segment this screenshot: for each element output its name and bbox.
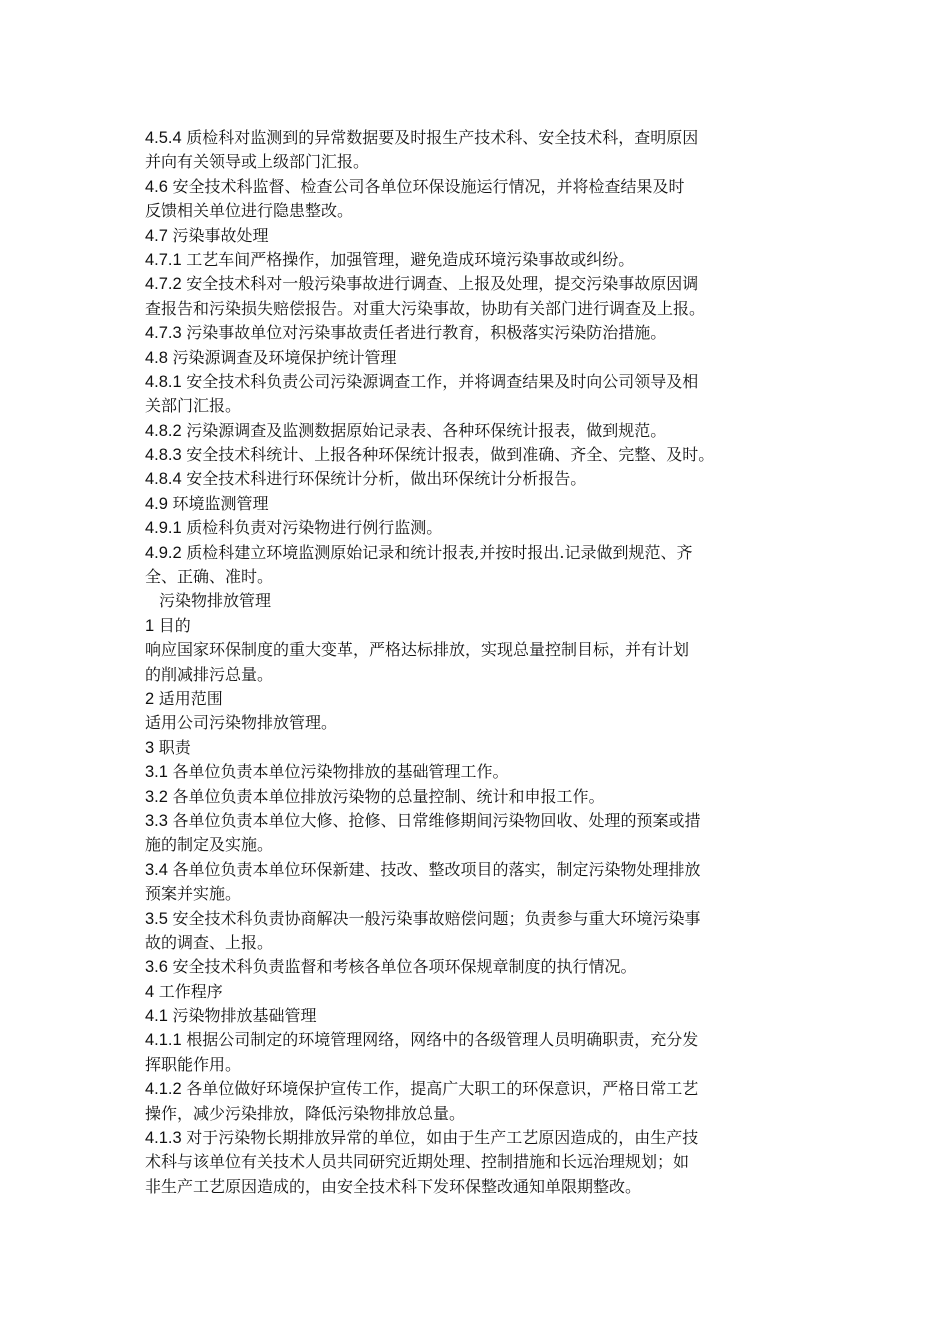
line-text: 污染事故处理 bbox=[172, 225, 269, 245]
line-text: 目的 bbox=[158, 615, 191, 635]
section-number: 3.6 bbox=[145, 958, 173, 977]
text-line bbox=[145, 907, 825, 931]
line-text: 适用范围 bbox=[158, 688, 223, 708]
text-line bbox=[145, 809, 825, 833]
line-text: 各单位做好环境保护宣传工作，提高广大职工的环保意识，严格日常工艺 bbox=[186, 1079, 699, 1099]
line-text: 术科与该单位有关技术人员共同研究近期处理、控制措施和长远治理规划；如 bbox=[145, 1152, 690, 1172]
line-text: 故的调查、上报。 bbox=[145, 932, 274, 952]
line-text: 各单位负责本单位大修、抢修、日常维修期间污染物回收、处理的预案或措 bbox=[172, 810, 701, 830]
section-number: 4.7.3 bbox=[145, 324, 187, 343]
section-number: 1 bbox=[145, 616, 159, 635]
section-number: 4.8.2 bbox=[145, 421, 187, 440]
text-line bbox=[145, 1175, 825, 1199]
text-line bbox=[145, 858, 825, 882]
text-line bbox=[145, 589, 825, 613]
section-number: 3 bbox=[145, 738, 159, 757]
text-line bbox=[145, 272, 825, 296]
line-text: 质检科负责对污染物进行例行监测。 bbox=[186, 518, 443, 538]
section-number: 2 bbox=[145, 689, 159, 708]
text-line bbox=[145, 394, 825, 418]
line-text: 反馈相关单位进行隐患整改。 bbox=[145, 201, 354, 221]
line-text: 全、正确、准时。 bbox=[145, 567, 274, 587]
line-text: 安全技术科负责协商解决一般污染事故赔偿问题；负责参与重大环境污染事 bbox=[172, 908, 701, 928]
line-text: 工艺车间严格操作，加强管理，避免造成环境污染事故或纠纷。 bbox=[186, 249, 635, 269]
section-number: 4 bbox=[145, 982, 159, 1001]
line-text: 施的制定及实施。 bbox=[145, 835, 274, 855]
text-line bbox=[145, 516, 825, 540]
section-number: 3.2 bbox=[145, 787, 173, 806]
section-number: 4.7.2 bbox=[145, 275, 187, 294]
line-text: 污染物排放管理 bbox=[159, 591, 272, 611]
line-text: 职责 bbox=[158, 737, 191, 757]
text-line bbox=[145, 687, 825, 711]
line-text: 各单位负责本单位污染物排放的基础管理工作。 bbox=[172, 762, 509, 782]
text-line bbox=[145, 565, 825, 589]
section-number: 4.9.1 bbox=[145, 519, 187, 538]
text-line bbox=[145, 126, 825, 150]
line-text: 质检科建立环境监测原始记录和统计报表,并按时报出.记录做到规范、齐 bbox=[186, 542, 693, 562]
section-number: 4.1.2 bbox=[145, 1080, 187, 1099]
text-line bbox=[145, 467, 825, 491]
text-line bbox=[145, 882, 825, 906]
text-line bbox=[145, 1102, 825, 1126]
section-number: 4.9.2 bbox=[145, 543, 187, 562]
text-line bbox=[145, 248, 825, 272]
line-text: 安全技术科监督、检查公司各单位环保设施运行情况，并将检查结果及时 bbox=[172, 176, 685, 196]
section-number: 4.7.1 bbox=[145, 250, 187, 269]
text-line bbox=[145, 321, 825, 345]
text-line bbox=[145, 297, 825, 321]
text-line bbox=[145, 711, 825, 735]
text-line bbox=[145, 1004, 825, 1028]
text-line bbox=[145, 1150, 825, 1174]
text-line bbox=[145, 760, 825, 784]
line-text: 安全技术科对一般污染事故进行调查、上报及处理，提交污染事故原因调 bbox=[186, 274, 699, 294]
text-line bbox=[145, 833, 825, 857]
section-number: 4.8.3 bbox=[145, 446, 187, 465]
line-text: 污染事故单位对污染事故责任者进行教育，积极落实污染防治措施。 bbox=[186, 323, 667, 343]
line-text: 环境监测管理 bbox=[172, 493, 269, 513]
section-number: 4.8 bbox=[145, 348, 173, 367]
section-number: 3.1 bbox=[145, 763, 173, 782]
line-text: 各单位负责本单位环保新建、技改、整改项目的落实，制定污染物处理排放 bbox=[172, 859, 701, 879]
text-line bbox=[145, 931, 825, 955]
document-body bbox=[145, 126, 825, 1199]
line-text: 安全技术科统计、上报各种环保统计报表，做到准确、齐全、完整、及时。 bbox=[186, 445, 715, 465]
text-line bbox=[145, 980, 825, 1004]
section-number: 4.6 bbox=[145, 177, 173, 196]
text-line bbox=[145, 736, 825, 760]
line-text: 污染源调查及环境保护统计管理 bbox=[172, 347, 397, 367]
line-text: 并向有关领导或上级部门汇报。 bbox=[145, 152, 370, 172]
line-text: 安全技术科进行环保统计分析，做出环保统计分析报告。 bbox=[186, 469, 587, 489]
line-text: 预案并实施。 bbox=[145, 884, 242, 904]
text-line bbox=[145, 370, 825, 394]
section-number: 4.9 bbox=[145, 494, 173, 513]
line-text: 的削减排污总量。 bbox=[145, 664, 274, 684]
line-text: 非生产工艺原因造成的，由安全技术科下发环保整改通知单限期整改。 bbox=[145, 1176, 642, 1196]
section-number: 3.5 bbox=[145, 909, 173, 928]
line-text: 响应国家环保制度的重大变革，严格达标排放，实现总量控制目标，并有计划 bbox=[145, 640, 690, 660]
line-text: 关部门汇报。 bbox=[145, 396, 242, 416]
section-number: 4.7 bbox=[145, 226, 173, 245]
section-number: 3.3 bbox=[145, 811, 173, 830]
text-line bbox=[145, 614, 825, 638]
line-text: 操作，减少污染排放，降低污染物排放总量。 bbox=[145, 1103, 466, 1123]
line-text: 适用公司污染物排放管理。 bbox=[145, 713, 338, 733]
section-number: 4.5.4 bbox=[145, 129, 187, 147]
line-text: 安全技术科负责公司污染源调查工作，并将调查结果及时向公司领导及相 bbox=[186, 371, 699, 391]
text-line bbox=[145, 1077, 825, 1101]
line-text: 挥职能作用。 bbox=[145, 1054, 242, 1074]
section-number: 4.1.1 bbox=[145, 1031, 187, 1050]
line-text: 各单位负责本单位排放污染物的总量控制、统计和申报工作。 bbox=[172, 786, 605, 806]
text-line bbox=[145, 663, 825, 687]
section-number: 4.1.3 bbox=[145, 1129, 187, 1148]
line-text: 质检科对监测到的异常数据要及时报生产技术科、安全技术科，查明原因 bbox=[186, 128, 699, 147]
text-line bbox=[145, 1053, 825, 1077]
text-line bbox=[145, 175, 825, 199]
text-line bbox=[145, 541, 825, 565]
text-line bbox=[145, 955, 825, 979]
line-text: 污染物排放基础管理 bbox=[172, 1006, 317, 1026]
text-line bbox=[145, 150, 825, 174]
section-number: 3.4 bbox=[145, 860, 173, 879]
text-line bbox=[145, 346, 825, 370]
line-text: 工作程序 bbox=[158, 981, 223, 1001]
text-line bbox=[145, 638, 825, 662]
section-number: 4.8.1 bbox=[145, 372, 187, 391]
text-line bbox=[145, 785, 825, 809]
line-text: 对于污染物长期排放异常的单位，如由于生产工艺原因造成的，由生产技 bbox=[186, 1128, 699, 1148]
section-number: 4.1 bbox=[145, 1007, 173, 1026]
line-text: 根据公司制定的环境管理网络，网络中的各级管理人员明确职责，充分发 bbox=[186, 1030, 699, 1050]
line-text: 安全技术科负责监督和考核各单位各项环保规章制度的执行情况。 bbox=[172, 957, 637, 977]
text-line bbox=[145, 1028, 825, 1052]
text-line bbox=[145, 1126, 825, 1150]
line-text: 污染源调查及监测数据原始记录表、各种环保统计报表，做到规范。 bbox=[186, 420, 667, 440]
line-text: 查报告和污染损失赔偿报告。对重大污染事故，协助有关部门进行调查及上报。 bbox=[145, 298, 706, 318]
text-line bbox=[145, 443, 825, 467]
text-line bbox=[145, 492, 825, 516]
text-line bbox=[145, 199, 825, 223]
text-line bbox=[145, 224, 825, 248]
section-number: 4.8.4 bbox=[145, 470, 187, 489]
text-line bbox=[145, 419, 825, 443]
